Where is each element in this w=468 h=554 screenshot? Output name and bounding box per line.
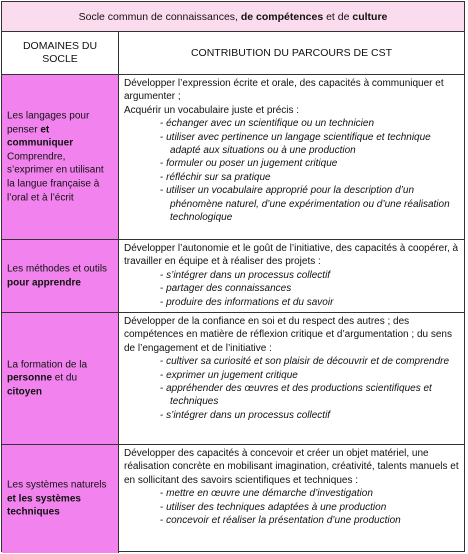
contribution-paragraph: Développer de la confiance en soi et du respect des autres ; des compétences en matière de réflexion critique et d’argumentation ; du sens de l’engagement et de l’initiative :: [124, 316, 452, 354]
table-row: [2, 240, 464, 313]
domain-text-part: Les langages pour penser: [7, 110, 90, 136]
header-row: [2, 32, 464, 75]
domain-label: [7, 358, 114, 399]
contribution-cell: [119, 313, 464, 444]
list-item: - formuler ou poser un jugement critique: [124, 157, 460, 170]
contribution-paragraph: Développer l’expression écrite et orale, des capacités à communiquer et argumenter ;: [124, 78, 444, 103]
domain-text-part: Comprendre, s’exprimer en utilisant la langue française à l’oral et à l’écrit: [7, 151, 104, 203]
title-part-1: Socle commun de connaissances,: [78, 10, 241, 23]
domain-text-bold: citoyen: [7, 386, 43, 398]
domain-text-part: Les systèmes naturels: [7, 479, 107, 491]
domain-label: [7, 109, 114, 204]
header-domains: [2, 32, 119, 74]
header-contribution: [119, 32, 464, 74]
list-item: - s’intégrer dans un processus collectif: [124, 409, 460, 422]
contribution-cell: [119, 75, 464, 239]
title-part-2: de compétences: [240, 10, 324, 23]
contribution-paragraph: Développer l’autonomie et le goût de l’initiative, des capacités à coopérer, à travailler en équipe et à réaliser des projets :: [124, 243, 459, 268]
contribution-list: [124, 269, 460, 309]
domain-cell: [2, 240, 119, 312]
list-item: - utiliser des techniques adaptées à une production: [124, 501, 460, 514]
domain-text-part: Les méthodes et outils: [7, 263, 108, 275]
list-item: - utiliser un vocabulaire approprié pour la description d’un phénomène naturel, d’une expérimentation ou d’une réalisation technologique: [124, 184, 460, 224]
domain-cell: [2, 445, 119, 553]
title-text: [79, 11, 388, 23]
list-item: - mettre en œuvre une démarche d’investigation: [124, 487, 460, 500]
list-item: - s’intégrer dans un processus collectif: [124, 269, 460, 282]
domain-cell: [2, 313, 119, 444]
contribution-paragraph: Acquérir un vocabulaire juste et précis :: [124, 104, 300, 116]
header-domains-label: DOMAINES DU SOCLE: [22, 40, 98, 65]
contribution-list: [124, 117, 460, 224]
domain-label: [7, 479, 114, 520]
list-item: - appréhender des œuvres et des productions scientifiques et techniques: [124, 382, 460, 409]
domain-text-bold: et communiquer: [7, 124, 74, 149]
domain-text-bold: personne: [7, 372, 53, 384]
header-contribution-label: CONTRIBUTION DU PARCOURS DE CST: [190, 46, 393, 59]
list-item: - partager des connaissances: [124, 282, 460, 295]
contribution-cell: [119, 445, 464, 553]
list-item: - exprimer un jugement critique: [124, 369, 460, 382]
domain-text-bold: et les systèmes techniques: [7, 493, 81, 518]
list-item: - produire des informations et du savoir: [124, 296, 460, 309]
table-row: [2, 313, 464, 445]
title-part-4: culture: [352, 10, 388, 23]
list-item: - utiliser avec pertinence un langage scientifique et technique adapté aux situations ou à une production: [124, 131, 460, 158]
contribution-list: [124, 487, 460, 527]
domain-text-part: La formation de la: [7, 359, 88, 371]
title-part-3: et de: [323, 10, 353, 23]
contribution-cell: [119, 240, 464, 312]
list-item: - réfléchir sur sa pratique: [124, 171, 460, 184]
domain-text-bold: pour apprendre: [7, 277, 81, 288]
contribution-list: [124, 355, 460, 422]
table-title: [2, 2, 464, 32]
table-row: [2, 445, 464, 553]
table-row: [2, 75, 464, 240]
socle-table: [1, 1, 465, 552]
list-item: - échanger avec un scientifique ou un technicien: [124, 117, 460, 130]
list-item: - cultiver sa curiosité et son plaisir de découvrir et de comprendre: [124, 355, 460, 368]
domain-text-part: et du: [52, 372, 78, 384]
contribution-paragraph: Développer des capacités à concevoir et créer un objet matériel, une réalisation concrète en mobilisant imagination, créativité, talents manuels et en sollicitant des savoirs scientifiques et techniques :: [124, 448, 459, 486]
domain-label: [7, 262, 114, 289]
domain-cell: [2, 75, 119, 239]
list-item: - concevoir et réaliser la présentation d’une production: [124, 514, 460, 527]
